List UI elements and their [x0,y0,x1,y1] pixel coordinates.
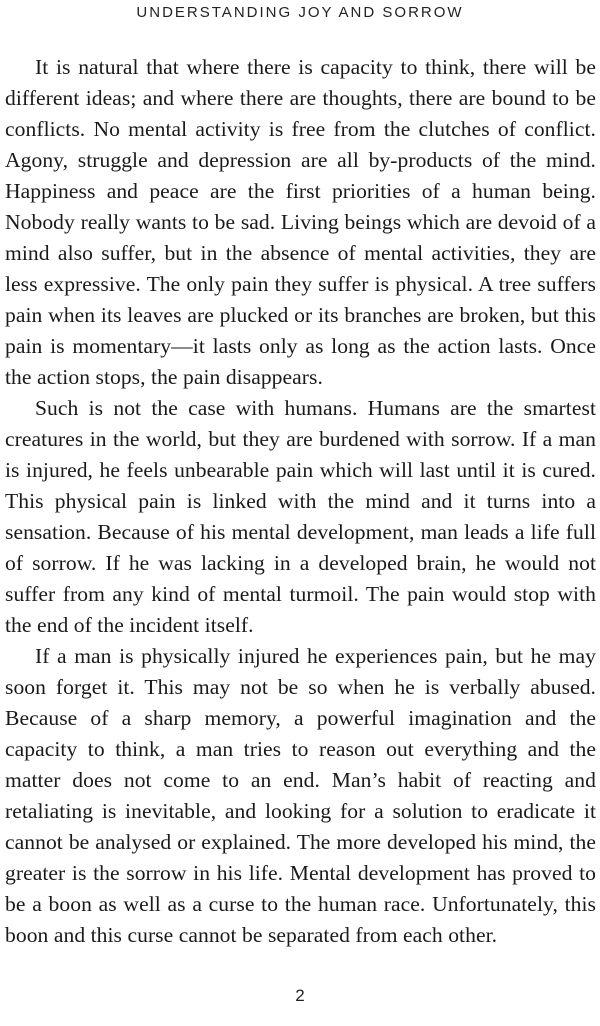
paragraph: It is natural that where there is capacity to think, there will be different ideas; and where there are thoughts, there are bound to be conflicts. No mental activity is free from the clutches of conflict. Agony, struggle and depression are all by-products of the mind. Happiness and peace are the first priorities of a human being. Nobody really wants to be sad. Living beings which are devoid of a mind also suffer, but in the absence of mental activities, they are less expressive. The only pain they suffer is physical. A tree suffers pain when its leaves are plucked or its branches are broken, but this pain is momentary—it lasts only as long as the action lasts. Once the action stops, the pain disappears. [5,55,596,389]
running-head: UNDERSTANDING JOY AND SORROW [136,4,464,21]
body-text [5,52,596,951]
paragraph: Such is not the case with humans. Humans are the smartest creatures in the world, but they are burdened with sorrow. If a man is injured, he feels unbearable pain which will last until it is cured. This physical pain is linked with the mind and it turns into a sensation. Because of his mental development, man leads a life full of sorrow. If he was lacking in a developed brain, he would not suffer from any kind of mental turmoil. The pain would stop with the end of the incident itself. [5,396,596,637]
page-number: 2 [295,986,305,1005]
paragraph: If a man is physically injured he experiences pain, but he may soon forget it. This may not be so when he is verbally abused. Because of a sharp memory, a powerful imagination and the capacity to think, a man tries to reason out everything and the matter does not come to an end. Man’s habit of reacting and retaliating is inevitable, and looking for a solution to eradicate it cannot be analysed or explained. The more developed his mind, the greater is the sorrow in his life. Mental development has proved to be a boon as well as a curse to the human race. Unfortunately, this boon and this curse cannot be separated from each other. [5,644,596,947]
